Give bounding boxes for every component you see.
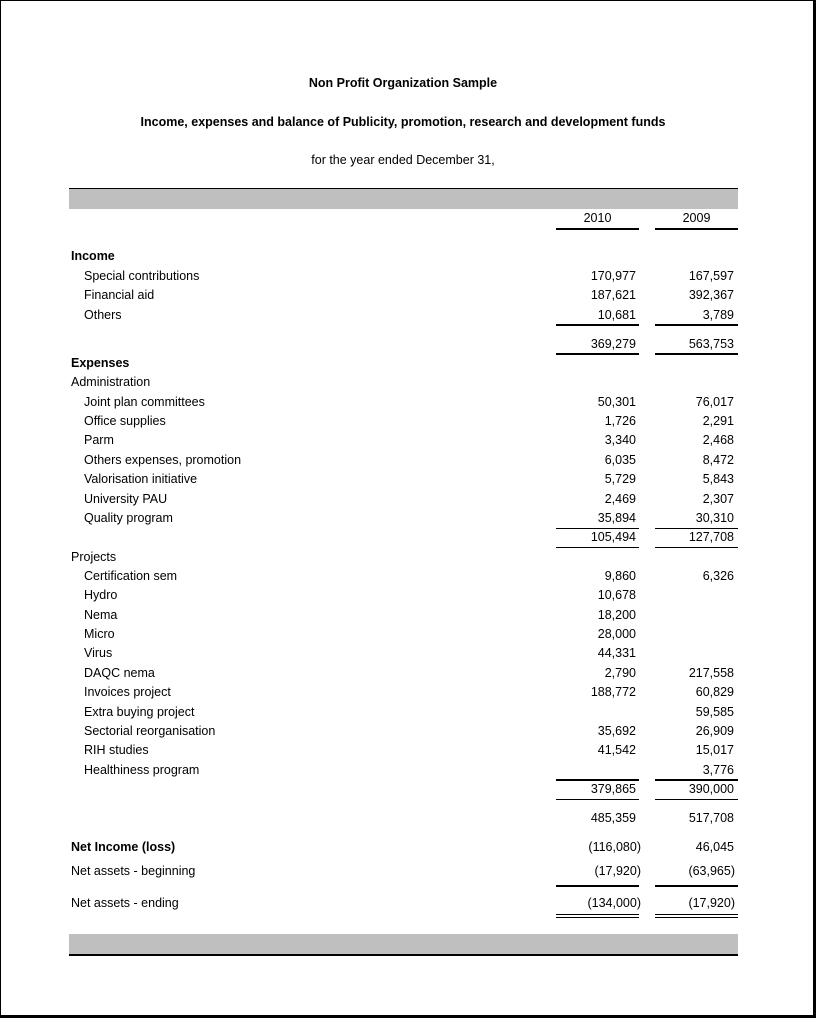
total-2010: 485,359 bbox=[590, 811, 636, 825]
value-2010: 5,729 bbox=[604, 472, 636, 486]
double-total-rule bbox=[556, 914, 639, 918]
administration-heading-row bbox=[1, 375, 816, 394]
row-label: Micro bbox=[84, 627, 115, 641]
value-2009: (63,965) bbox=[688, 864, 735, 878]
value-2009: 3,776 bbox=[702, 763, 734, 777]
total-2010: 369,279 bbox=[590, 337, 636, 351]
total-2009: 390,000 bbox=[688, 782, 734, 796]
row-label: Invoices project bbox=[84, 685, 171, 699]
value-2010: 50,301 bbox=[597, 395, 636, 409]
row-label: Parm bbox=[84, 433, 114, 447]
row-label: Net assets - ending bbox=[71, 896, 179, 910]
value-2009: 60,829 bbox=[695, 685, 734, 699]
row-label: Quality program bbox=[84, 511, 173, 525]
subsection-heading: Administration bbox=[71, 375, 151, 389]
value-2010: 28,000 bbox=[597, 627, 636, 641]
row-label: Sectorial reorganisation bbox=[84, 724, 216, 738]
section-heading: Expenses bbox=[71, 356, 130, 370]
bottom-band bbox=[69, 934, 738, 954]
value-2009: 6,326 bbox=[702, 569, 734, 583]
value-2010: 6,035 bbox=[604, 453, 636, 467]
row-label: Office supplies bbox=[84, 414, 166, 428]
value-2010: 2,790 bbox=[604, 666, 636, 680]
row-label: Special contributions bbox=[84, 269, 200, 283]
row-label: Joint plan committees bbox=[84, 395, 205, 409]
period-subtitle: for the year ended December 31, bbox=[311, 153, 495, 167]
row-label: Virus bbox=[84, 646, 113, 660]
value-2010: 187,621 bbox=[590, 288, 636, 302]
row-label: Net Income (loss) bbox=[71, 840, 176, 854]
subsection-heading: Projects bbox=[71, 550, 117, 564]
total-2009: 127,708 bbox=[688, 530, 734, 544]
bottom-rule bbox=[69, 954, 738, 956]
table-row bbox=[1, 492, 816, 511]
total-2009: 563,753 bbox=[688, 337, 734, 351]
expenses-total-row bbox=[1, 811, 816, 830]
value-2010: 9,860 bbox=[604, 569, 636, 583]
value-2009: 59,585 bbox=[695, 705, 734, 719]
table-row bbox=[1, 453, 816, 472]
row-label: RIH studies bbox=[84, 743, 149, 757]
total-rule bbox=[556, 547, 639, 548]
value-2010: 170,977 bbox=[590, 269, 636, 283]
double-total-rule bbox=[655, 914, 738, 918]
value-2009: 217,558 bbox=[688, 666, 734, 680]
net-assets-ending-row bbox=[1, 896, 816, 915]
value-2009: 2,307 bbox=[702, 492, 734, 506]
value-2009: 15,017 bbox=[695, 743, 734, 757]
row-label: Certification sem bbox=[84, 569, 178, 583]
header-underline-2010 bbox=[556, 228, 639, 230]
value-2009: 2,291 bbox=[702, 414, 734, 428]
subtotal-rule bbox=[556, 324, 639, 326]
row-label: Valorisation initiative bbox=[84, 472, 198, 486]
table-row bbox=[1, 724, 816, 743]
table-row bbox=[1, 569, 816, 588]
value-2009: (17,920) bbox=[688, 896, 735, 910]
row-label: Financial aid bbox=[84, 288, 155, 302]
value-2010: 10,678 bbox=[597, 588, 636, 602]
value-2010: (134,000) bbox=[587, 896, 641, 910]
total-2010: 105,494 bbox=[590, 530, 636, 544]
value-2010: 2,469 bbox=[604, 492, 636, 506]
value-2009: 76,017 bbox=[695, 395, 734, 409]
value-2010: 41,542 bbox=[597, 743, 636, 757]
total-rule bbox=[655, 799, 738, 800]
table-row bbox=[1, 269, 816, 288]
income-heading-row bbox=[1, 249, 816, 268]
row-label: Extra buying project bbox=[84, 705, 195, 719]
value-2010: 44,331 bbox=[597, 646, 636, 660]
total-rule bbox=[556, 799, 639, 800]
table-row bbox=[1, 433, 816, 452]
net-income-row bbox=[1, 840, 816, 859]
total-2010: 379,865 bbox=[590, 782, 636, 796]
total-rule bbox=[556, 353, 639, 355]
total-2009: 517,708 bbox=[688, 811, 734, 825]
total-rule bbox=[655, 547, 738, 548]
column-header-2010: 2010 bbox=[583, 211, 612, 225]
row-label: Nema bbox=[84, 608, 118, 622]
column-header-2009: 2009 bbox=[682, 211, 711, 225]
value-2009: 2,468 bbox=[702, 433, 734, 447]
value-2009: 8,472 bbox=[702, 453, 734, 467]
section-heading: Income bbox=[71, 249, 115, 263]
organization-title: Non Profit Organization Sample bbox=[308, 76, 498, 90]
table-row bbox=[1, 705, 816, 724]
expenses-heading-row bbox=[1, 356, 816, 375]
value-2010: (17,920) bbox=[594, 864, 641, 878]
statement-title: Income, expenses and balance of Publicity, promotion, research and development funds bbox=[140, 115, 666, 129]
row-label: DAQC nema bbox=[84, 666, 155, 680]
table-row bbox=[1, 414, 816, 433]
value-2009: 26,909 bbox=[695, 724, 734, 738]
table-row bbox=[1, 395, 816, 414]
subtotal-rule bbox=[655, 528, 738, 529]
value-2009: 167,597 bbox=[688, 269, 734, 283]
subtotal-rule bbox=[655, 885, 738, 887]
value-2010: 35,692 bbox=[597, 724, 636, 738]
subtotal-rule bbox=[556, 779, 639, 781]
row-label: Healthiness program bbox=[84, 763, 200, 777]
value-2010: 18,200 bbox=[597, 608, 636, 622]
table-row bbox=[1, 627, 816, 646]
value-2010: 35,894 bbox=[597, 511, 636, 525]
row-label: Others expenses, promotion bbox=[84, 453, 242, 467]
value-2009: 46,045 bbox=[695, 840, 734, 854]
row-label: Others bbox=[84, 308, 122, 322]
table-row bbox=[1, 743, 816, 762]
value-2009: 30,310 bbox=[695, 511, 734, 525]
value-2010: 188,772 bbox=[590, 685, 636, 699]
top-band bbox=[69, 189, 738, 209]
value-2010: (116,080) bbox=[588, 840, 641, 854]
subtotal-rule bbox=[655, 324, 738, 326]
value-2010: 1,726 bbox=[604, 414, 636, 428]
table-row bbox=[1, 646, 816, 665]
row-label: Hydro bbox=[84, 588, 118, 602]
row-label: University PAU bbox=[84, 492, 168, 506]
table-row bbox=[1, 472, 816, 491]
subtotal-rule bbox=[655, 779, 738, 781]
value-2009: 5,843 bbox=[702, 472, 734, 486]
header-underline-2009 bbox=[655, 228, 738, 230]
table-row bbox=[1, 608, 816, 627]
net-assets-beginning-row bbox=[1, 864, 816, 883]
table-row bbox=[1, 685, 816, 704]
projects-heading-row bbox=[1, 550, 816, 569]
value-2010: 3,340 bbox=[604, 433, 636, 447]
value-2009: 3,789 bbox=[702, 308, 734, 322]
subtotal-rule bbox=[556, 528, 639, 529]
table-row bbox=[1, 666, 816, 685]
table-row bbox=[1, 588, 816, 607]
row-label: Net assets - beginning bbox=[71, 864, 196, 878]
table-row bbox=[1, 288, 816, 307]
value-2009: 392,367 bbox=[688, 288, 734, 302]
subtotal-rule bbox=[556, 885, 639, 887]
total-rule bbox=[655, 353, 738, 355]
value-2010: 10,681 bbox=[597, 308, 636, 322]
